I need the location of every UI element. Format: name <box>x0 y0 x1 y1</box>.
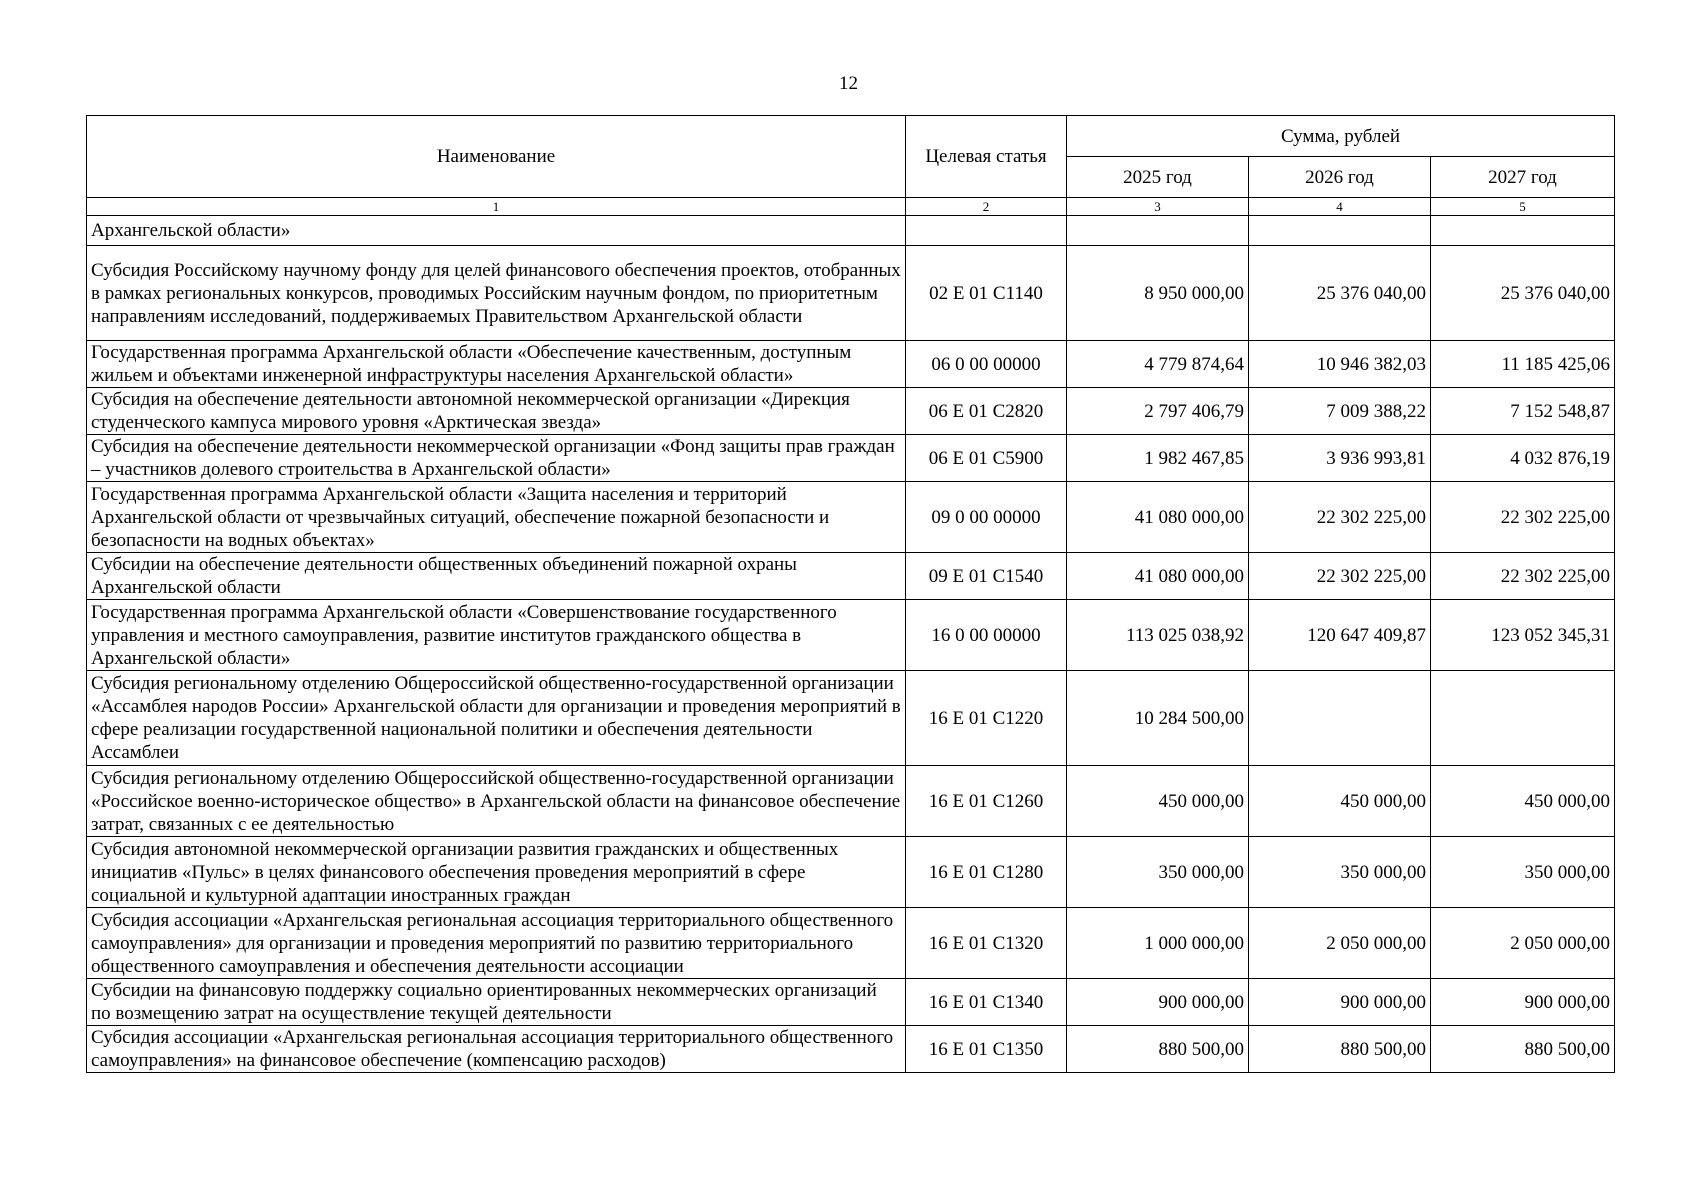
row-target-article: 16 Е 01 С1340 <box>906 979 1067 1026</box>
row-name: Субсидии на финансовую поддержку социально ориентированных некоммерческих организаций по возмещению затрат на осуществление текущей деятельности <box>87 979 906 1026</box>
column-number: 2 <box>906 198 1067 216</box>
row-sum-2026: 450 000,00 <box>1249 766 1431 837</box>
row-sum-2026: 22 302 225,00 <box>1249 553 1431 600</box>
table-row <box>87 766 1615 837</box>
row-sum-2025: 900 000,00 <box>1067 979 1249 1026</box>
row-sum-2026: 900 000,00 <box>1249 979 1431 1026</box>
column-number-row <box>87 198 1615 216</box>
row-sum-2025: 10 284 500,00 <box>1067 671 1249 766</box>
row-sum-2025: 8 950 000,00 <box>1067 246 1249 341</box>
table-row <box>87 908 1615 979</box>
row-target-article: 09 0 00 00000 <box>906 482 1067 553</box>
row-sum-2026 <box>1249 216 1431 246</box>
row-sum-2026: 22 302 225,00 <box>1249 482 1431 553</box>
header-name: Наименование <box>87 116 906 198</box>
header-year-2026: 2026 год <box>1249 157 1431 198</box>
row-sum-2025: 450 000,00 <box>1067 766 1249 837</box>
row-sum-2025: 350 000,00 <box>1067 837 1249 908</box>
row-sum-2025: 880 500,00 <box>1067 1026 1249 1073</box>
row-sum-2027: 4 032 876,19 <box>1431 435 1615 482</box>
header-target-article: Целевая статья <box>906 116 1067 198</box>
row-sum-2026: 2 050 000,00 <box>1249 908 1431 979</box>
row-sum-2026 <box>1249 671 1431 766</box>
row-sum-2027: 22 302 225,00 <box>1431 482 1615 553</box>
table-row <box>87 435 1615 482</box>
row-sum-2026: 120 647 409,87 <box>1249 600 1431 671</box>
row-sum-2026: 25 376 040,00 <box>1249 246 1431 341</box>
table-row <box>87 979 1615 1026</box>
row-name: Субсидия ассоциации «Архангельская региональная ассоциация территориального общественного самоуправления» на финансовое обеспечение (компенсацию расходов) <box>87 1026 906 1073</box>
row-target-article: 16 0 00 00000 <box>906 600 1067 671</box>
row-sum-2027: 123 052 345,31 <box>1431 600 1615 671</box>
row-name: Субсидия на обеспечение деятельности автономной некоммерческой организации «Дирекция студенческого кампуса мирового уровня «Арктическая звезда» <box>87 388 906 435</box>
table-body <box>87 216 1615 1073</box>
row-target-article: 06 Е 01 С2820 <box>906 388 1067 435</box>
table-row <box>87 246 1615 341</box>
row-target-article: 16 Е 01 С1220 <box>906 671 1067 766</box>
table-row <box>87 388 1615 435</box>
row-name: Государственная программа Архангельской области «Обеспечение качественным, доступным жильем и объектами инженерной инфраструктуры населения Архангельской области» <box>87 341 906 388</box>
row-sum-2025: 1 982 467,85 <box>1067 435 1249 482</box>
row-name: Субсидия региональному отделению Общероссийской общественно-государственной организации «Российское военно-историческое общество» в Архангельской области на финансовое обеспечение затрат, связанных с ее деятельностью <box>87 766 906 837</box>
row-sum-2025: 41 080 000,00 <box>1067 482 1249 553</box>
row-sum-2025: 113 025 038,92 <box>1067 600 1249 671</box>
page-number: 12 <box>839 73 858 94</box>
table-row <box>87 482 1615 553</box>
row-target-article: 09 Е 01 С1540 <box>906 553 1067 600</box>
table-row <box>87 341 1615 388</box>
row-target-article: 16 Е 01 С1260 <box>906 766 1067 837</box>
row-sum-2026: 350 000,00 <box>1249 837 1431 908</box>
column-number: 3 <box>1067 198 1249 216</box>
row-name: Субсидии на обеспечение деятельности общественных объединений пожарной охраны Архангельской области <box>87 553 906 600</box>
row-target-article: 06 Е 01 С5900 <box>906 435 1067 482</box>
row-name: Субсидия региональному отделению Общероссийской общественно-государственной организации «Ассамблея народов России» Архангельской области для организации и проведения мероприятий в сфере реализации государственной национальной политики и обеспечения деятельности Ассамблеи <box>87 671 906 766</box>
column-number: 5 <box>1431 198 1615 216</box>
row-sum-2025: 4 779 874,64 <box>1067 341 1249 388</box>
row-name: Субсидия на обеспечение деятельности некоммерческой организации «Фонд защиты прав граждан – участников долевого строительства в Архангельской области» <box>87 435 906 482</box>
row-sum-2027: 900 000,00 <box>1431 979 1615 1026</box>
table-row <box>87 216 1615 246</box>
budget-table <box>86 115 1615 1073</box>
row-name: Архангельской области» <box>87 216 906 246</box>
row-target-article: 02 Е 01 С1140 <box>906 246 1067 341</box>
row-target-article: 16 Е 01 С1320 <box>906 908 1067 979</box>
row-name: Субсидия Российскому научному фонду для целей финансового обеспечения проектов, отобранных в рамках региональных конкурсов, проводимых Российским научным фондом, по приоритетным направлениям исследований, поддерживаемых Правительством Архангельской области <box>87 246 906 341</box>
row-sum-2027: 22 302 225,00 <box>1431 553 1615 600</box>
row-sum-2027: 11 185 425,06 <box>1431 341 1615 388</box>
column-number: 1 <box>87 198 906 216</box>
table-row <box>87 600 1615 671</box>
header-sum: Сумма, рублей <box>1067 116 1615 157</box>
row-sum-2026: 880 500,00 <box>1249 1026 1431 1073</box>
row-sum-2025 <box>1067 216 1249 246</box>
row-sum-2026: 7 009 388,22 <box>1249 388 1431 435</box>
row-sum-2027: 7 152 548,87 <box>1431 388 1615 435</box>
row-sum-2025: 1 000 000,00 <box>1067 908 1249 979</box>
row-target-article: 16 Е 01 С1280 <box>906 837 1067 908</box>
table-row <box>87 553 1615 600</box>
row-sum-2026: 3 936 993,81 <box>1249 435 1431 482</box>
row-name: Субсидия ассоциации «Архангельская региональная ассоциация территориального общественного самоуправления» для организации и проведения мероприятий по развитию территориального общественного самоуправления и обеспечения деятельности ассоциации <box>87 908 906 979</box>
header-year-2027: 2027 год <box>1431 157 1615 198</box>
row-name: Государственная программа Архангельской области «Защита населения и территорий Архангельской области от чрезвычайных ситуаций, обеспечение пожарной безопасности и безопасности на водных объектах» <box>87 482 906 553</box>
row-sum-2027: 2 050 000,00 <box>1431 908 1615 979</box>
row-sum-2027 <box>1431 216 1615 246</box>
row-sum-2025: 2 797 406,79 <box>1067 388 1249 435</box>
table-row <box>87 671 1615 766</box>
row-name: Государственная программа Архангельской области «Совершенствование государственного управления и местного самоуправления, развитие институтов гражданского общества в Архангельской области» <box>87 600 906 671</box>
row-target-article: 06 0 00 00000 <box>906 341 1067 388</box>
table-row <box>87 1026 1615 1073</box>
row-sum-2027: 450 000,00 <box>1431 766 1615 837</box>
row-target-article <box>906 216 1067 246</box>
row-sum-2027 <box>1431 671 1615 766</box>
row-sum-2025: 41 080 000,00 <box>1067 553 1249 600</box>
table-row <box>87 837 1615 908</box>
row-sum-2027: 25 376 040,00 <box>1431 246 1615 341</box>
row-sum-2027: 880 500,00 <box>1431 1026 1615 1073</box>
header-year-2025: 2025 год <box>1067 157 1249 198</box>
row-sum-2026: 10 946 382,03 <box>1249 341 1431 388</box>
row-sum-2027: 350 000,00 <box>1431 837 1615 908</box>
column-number: 4 <box>1249 198 1431 216</box>
row-target-article: 16 Е 01 С1350 <box>906 1026 1067 1073</box>
row-name: Субсидия автономной некоммерческой организации развития гражданских и общественных инициатив «Пульс» в целях финансового обеспечения проведения мероприятий в сфере социальной и культурной адаптации иностранных граждан <box>87 837 906 908</box>
